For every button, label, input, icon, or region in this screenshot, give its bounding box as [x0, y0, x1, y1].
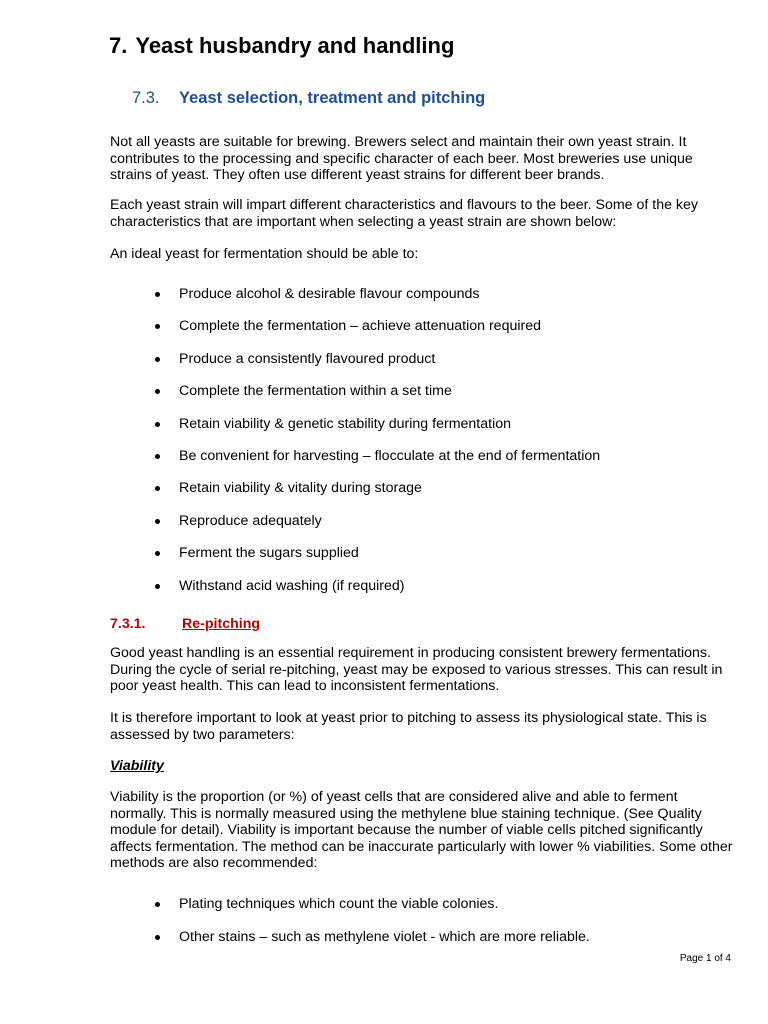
- list-item-text: Other stains – such as methylene violet - which are more reliable.: [179, 929, 590, 945]
- subsection-number: 7.3.1.: [110, 616, 146, 632]
- paragraph-viability: Viability is the proportion (or %) of yeast cells that are considered alive and able to ferment normally. This is normally measured using the methylene blue staining technique. (See Quality module for detail). Viability is important because the number of viable cells pitched significantly affects fermentation. The method can be inaccurate particularly with lower % viabilities. Some other methods are also recommended:: [110, 789, 733, 872]
- bullet-icon: [155, 389, 160, 394]
- bullet-icon: [155, 422, 160, 427]
- chapter-heading: [109, 33, 454, 59]
- list-item: [152, 286, 600, 318]
- list-item: [152, 513, 600, 545]
- bullet-icon: [155, 292, 160, 297]
- list-item-text: Produce a consistently flavoured product: [179, 350, 436, 367]
- list-item: [152, 416, 600, 448]
- section-number: 7.3.: [132, 89, 160, 107]
- list-item-text: Retain viability & genetic stability during fermentation: [179, 415, 511, 432]
- list-item: [152, 448, 600, 480]
- list-item: [152, 545, 600, 577]
- section-title: Yeast selection, treatment and pitching: [179, 89, 486, 107]
- ideal-yeast-list: [152, 286, 600, 610]
- bullet-icon: [155, 486, 160, 491]
- viability-heading: Viability: [110, 758, 164, 774]
- bullet-icon: [155, 324, 160, 329]
- list-item-text: Complete the fermentation within a set time: [179, 383, 452, 400]
- subsection-heading: [110, 616, 260, 632]
- list-item-text: Produce alcohol & desirable flavour compounds: [179, 286, 480, 302]
- bullet-icon: [155, 902, 160, 907]
- list-item-text: Retain viability & vitality during storage: [179, 480, 422, 497]
- chapter-title: Yeast husbandry and handling: [135, 33, 455, 58]
- list-item: [152, 480, 600, 512]
- section-heading: [132, 89, 485, 108]
- list-item: [152, 351, 600, 383]
- bullet-icon: [155, 551, 160, 556]
- paragraph-physiological-state: It is therefore important to look at yeast prior to pitching to assess its physiological state. This is assessed by two parameters:: [110, 710, 707, 743]
- paragraph-yeast-handling: Good yeast handling is an essential requirement in producing consistent brewery fermentations. During the cycle of serial re-pitching, yeast may be exposed to various stresses. This can result in poor yeast health. This can lead to inconsistent fermentations.: [110, 645, 723, 695]
- paragraph-ideal-yeast: An ideal yeast for fermentation should be able to:: [110, 246, 419, 262]
- page-number: Page 1 of 4: [679, 953, 731, 964]
- list-item-text: Complete the fermentation – achieve attenuation required: [179, 318, 542, 335]
- list-item: [152, 896, 590, 929]
- bullet-icon: [155, 584, 160, 589]
- paragraph-intro: Not all yeasts are suitable for brewing. Brewers select and maintain their own yeast strain. It contributes to the processing and specific character of each beer. Most breweries use unique strains of yeast. They often use different yeast strains for different beer brands.: [110, 134, 693, 184]
- paragraph-characteristics: Each yeast strain will impart different characteristics and flavours to the beer. Some of the key characteristics that are important when selecting a yeast strain are shown below:: [110, 197, 699, 230]
- chapter-number: 7.: [109, 33, 128, 58]
- bullet-icon: [155, 454, 160, 459]
- list-item-text: Plating techniques which count the viable colonies.: [179, 896, 499, 912]
- list-item-text: Withstand acid washing (if required): [179, 577, 405, 594]
- list-item-text: Reproduce adequately: [179, 512, 322, 529]
- list-item: [152, 929, 590, 962]
- list-item-text: Be convenient for harvesting – flocculate at the end of fermentation: [179, 447, 601, 464]
- methods-list: [152, 896, 590, 962]
- bullet-icon: [155, 357, 160, 362]
- bullet-icon: [155, 935, 160, 940]
- list-item: [152, 383, 600, 415]
- list-item-text: Ferment the sugars supplied: [179, 545, 359, 562]
- subsection-title: Re-pitching: [182, 616, 261, 632]
- list-item: [152, 318, 600, 350]
- list-item: [152, 578, 600, 610]
- bullet-icon: [155, 519, 160, 524]
